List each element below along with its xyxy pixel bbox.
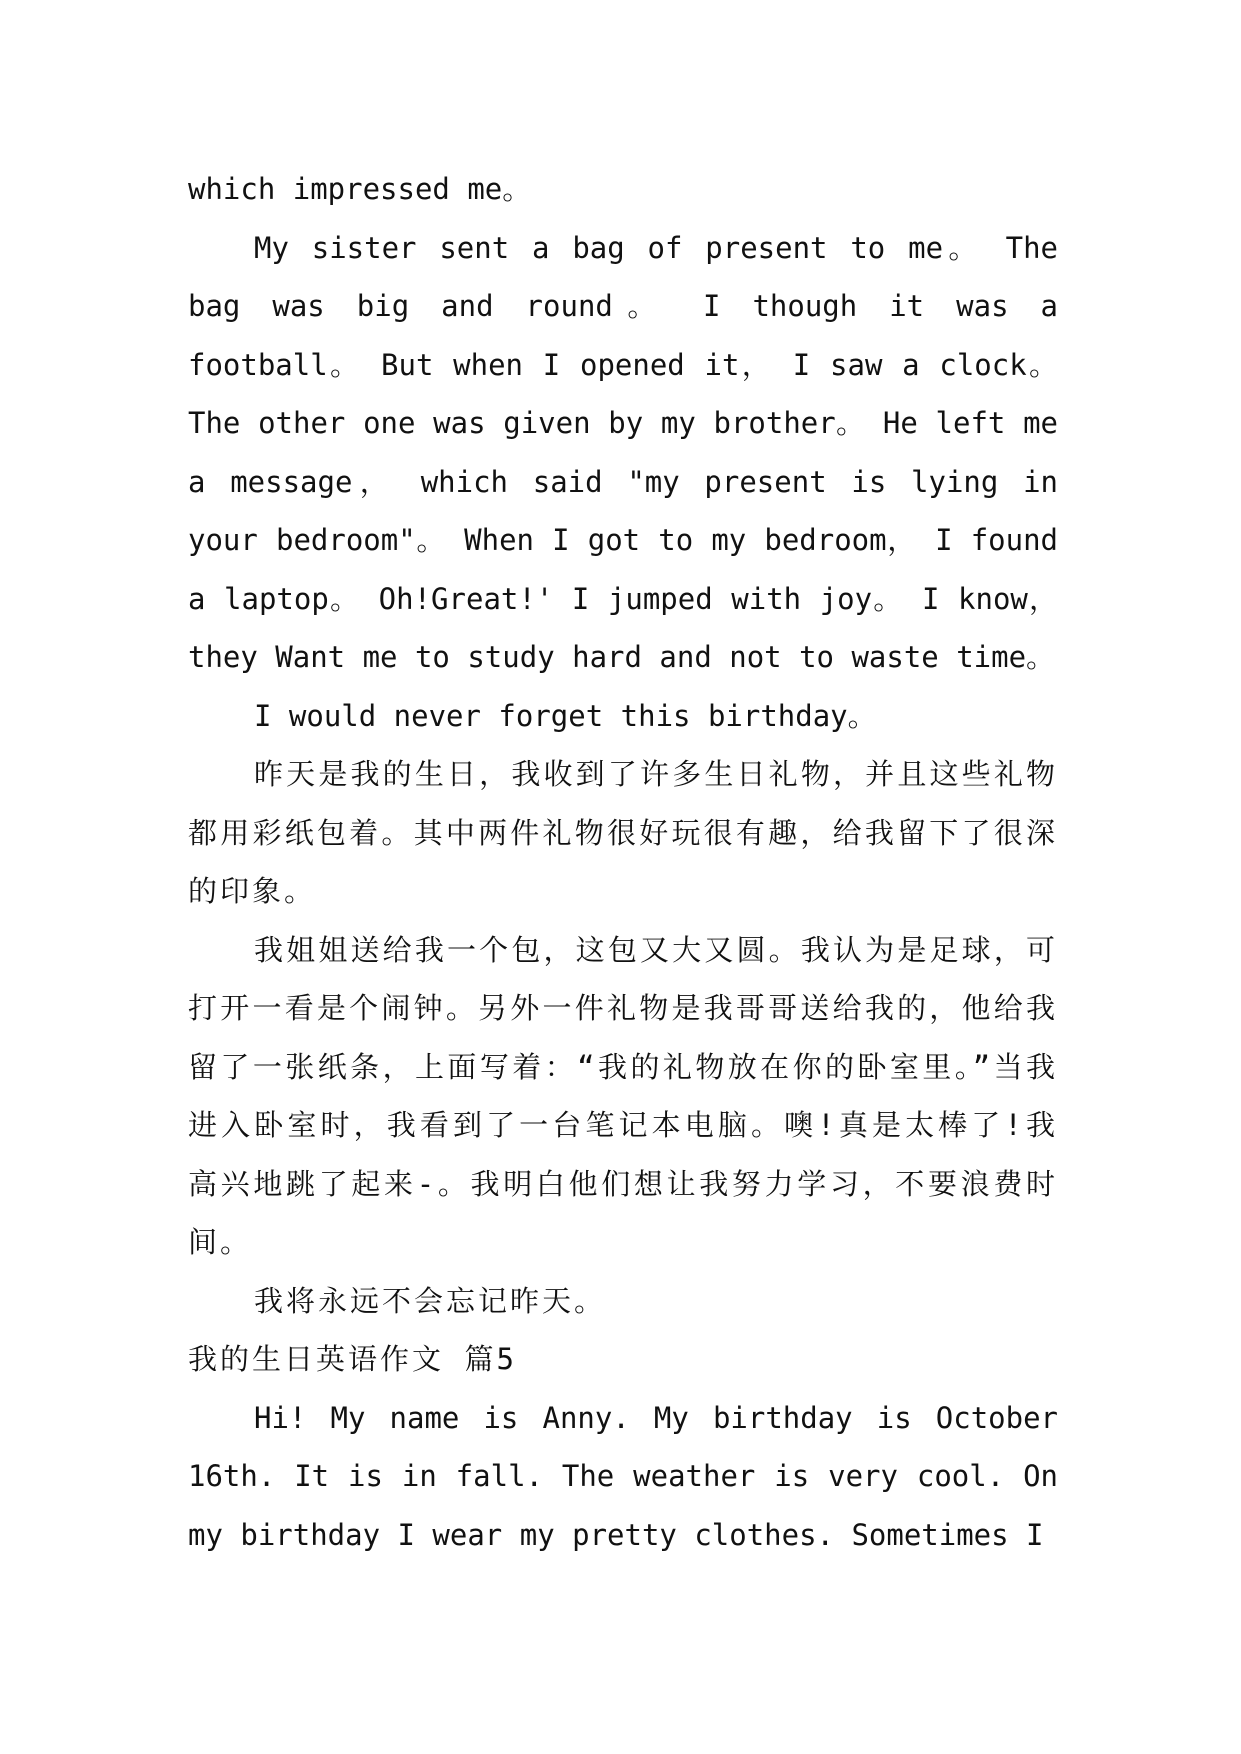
paragraph-never-forget-chinese: 我将永远不会忘记昨天。 — [254, 1283, 607, 1318]
document-body — [188, 160, 1076, 1564]
section-heading: 我的生日英语作文 篇5 — [188, 1342, 517, 1376]
paragraph-yesterday-chinese: 昨天是我的生日，我收到了许多生日礼物，并且这些礼物都用彩纸包着。其中两件礼物很好玩很有趣，给我留下了很深的印象。 — [188, 757, 1058, 908]
paragraph-continuation: which impressed me。 — [188, 172, 532, 206]
paragraph-never-forget-english: I would never forget this birthday。 — [254, 698, 877, 733]
paragraph-presents-chinese: 我姐姐送给我一个包，这包又大又圆。我认为是足球，可打开一看是个闹钟。另外一件礼物是我哥哥送给我的，他给我留了一张纸条，上面写着：“我的礼物放在你的卧室里。”当我进入卧室时，我看到了一台笔记本电脑。噢!真是太棒了!我高兴地跳了起来-。我明白他们想让我努力学习，不要浪费时间。 — [188, 932, 1058, 1259]
paragraph-anny-english: Hi! My name is Anny. My birthday is October 16th. It is in fall. The weather is very cool. On my birthday I wear my pretty clothes. Sometimes I — [188, 1400, 1076, 1552]
paragraph-presents-english: My sister sent a bag of present to me。 The bag was big and round。 I though it was a football。 But when I opened it， I saw a clock。 The other one was given by my brother。 He left me a message， which said "my present is lying in your bedroom"。 When I got to my bedroom， I found a laptop。 Oh!Great!' I jumped with joy。 I know， they Want me to study hard and not to waste time。 — [188, 230, 1076, 674]
